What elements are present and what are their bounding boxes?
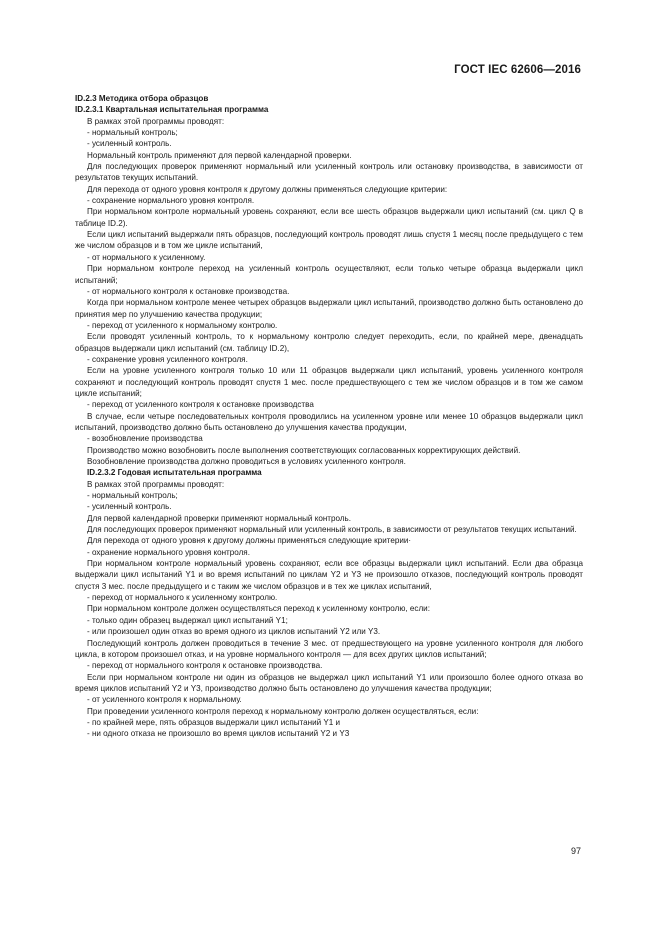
paragraph: Нормальный контроль применяют для первой календарной проверки. xyxy=(87,150,352,160)
paragraph: - от нормального контроля к остановке производства. xyxy=(87,286,290,296)
paragraph: - усиленный контроль. xyxy=(87,139,172,149)
paragraph: При нормальном контроле переход на усиленный контроль осуществляют, если только четыре образца выдержали цикл испытаний; xyxy=(75,264,583,285)
paragraph: В случае, если четыре последовательных контроля проводились на усиленном уровне или менее 10 образцов выдержали цикл испытаний, производство должно быть остановлено до улучшения качества продукции, xyxy=(75,411,583,432)
document-header: ГОСТ IEC 62606—2016 xyxy=(454,64,581,76)
paragraph: При нормальном контроле должен осуществляться переход к усиленному контролю, если: xyxy=(87,604,430,614)
paragraph: - от усиленного контроля к нормальному. xyxy=(87,695,242,705)
paragraph: Для первой календарной проверки применяют нормальный контроль. xyxy=(87,513,352,523)
paragraph: В рамках этой программы проводят: xyxy=(87,116,225,126)
paragraph: - нормальный контроль; xyxy=(87,491,178,501)
paragraph: Если проводят усиленный контроль, то к нормальному контролю следует переходить, если, по крайней мере, двенадцать образцов выдержали цикл испытаний (см. таблицу ID.2), xyxy=(75,332,583,353)
paragraph: Если на уровне усиленного контроля только 10 или 11 образцов выдержали цикл испытаний, уровень усиленного контроля сохраняют и последующий контроль проводят спустя 1 мес. после предшествующего с тем же числом образцов и в том же самом цикле испытаний; xyxy=(75,366,583,398)
paragraph: - переход от усиленного к нормальному контролю. xyxy=(87,320,278,330)
paragraph: Для последующих проверок применяют нормальный или усиленный контроль, в зависимости от результатов текущих испытаний. xyxy=(87,525,577,535)
paragraph: - нормальный контроль; xyxy=(87,128,178,138)
paragraph: - возобновление производства xyxy=(87,434,203,444)
paragraph: Производство можно возобновить после выполнения соответствующих согласованных корректирующих действий. xyxy=(87,445,521,455)
paragraph: Если цикл испытаний выдержали пять образцов, последующий контроль проводят лишь спустя 1 месяц после предыдущего с тем же числом образцов и в том же цикле испытаний, xyxy=(75,230,583,251)
paragraph: - сохранение нормального уровня контроля. xyxy=(87,196,255,206)
paragraph: - переход от нормального контроля к остановке производства. xyxy=(87,661,323,671)
paragraph: - или произошел один отказ во время одного из циклов испытаний Y2 или Y3. xyxy=(87,627,381,637)
paragraph: Если при нормальном контроле ни один из образцов не выдержал цикл испытаний Y1 или произошло более одного отказа во время циклов испытаний Y2 и Y3, производство должно быть остановлено до улучшения качества продукции; xyxy=(75,672,583,693)
paragraph: - от нормального к усиленному. xyxy=(87,252,206,262)
paragraph: - сохранение уровня усиленного контроля. xyxy=(87,354,248,364)
paragraph: В рамках этой программы проводят: xyxy=(87,479,225,489)
section-heading: ID.2.3 Методика отбора образцов xyxy=(75,94,209,103)
paragraph: При нормальном контроле нормальный уровень сохраняют, если все шесть образцов выдержали цикл испытаний (см. цикл Q в таблице ID.2). xyxy=(75,207,583,228)
paragraph: При проведении усиленного контроля переход к нормальному контролю должен осуществляться, если: xyxy=(87,706,479,716)
paragraph: - переход от нормального к усиленному контролю. xyxy=(87,593,278,603)
paragraph: - усиленный контроль. xyxy=(87,502,172,512)
paragraph: - ни одного отказа не произошло во время циклов испытаний Y2 и Y3 xyxy=(87,729,350,739)
document-body xyxy=(75,93,583,740)
paragraph: Для перехода от одного уровня контроля к другому должны применяться следующие критерии: xyxy=(87,184,448,194)
paragraph: - только один образец выдержал цикл испытаний Y1; xyxy=(87,615,288,625)
paragraph: При нормальном контроле нормальный уровень сохраняют, если все образцы выдержали цикл испытаний. Если два образца выдержали цикл испытаний Y1 и во время испытаний по циклам Y2 и Y3 не произошло отказов, последующий контроль проводят спустя 3 мес. после предыдущего и с таким же числом образцов и в тех же циклах испытаний, xyxy=(75,559,583,591)
paragraph: Последующий контроль должен проводиться в течение 3 мес. от предшествующего на уровне усиленного контроля для любого цикла, в котором произошел отказ, и на уровне нормального контроля — для всех других циклов испытаний; xyxy=(75,638,583,659)
paragraph: Возобновление производства должно проводиться в условиях усиленного контроля. xyxy=(87,457,406,466)
section-heading: ID.2.3.1 Квартальная испытательная программа xyxy=(75,105,269,115)
paragraph: - по крайней мере, пять образцов выдержали цикл испытаний Y1 и xyxy=(87,717,341,727)
paragraph: - охранение нормального уровня контроля. xyxy=(87,547,250,557)
paragraph: Для перехода от одного уровня к другому должны применяться следующие критерии· xyxy=(87,536,412,546)
paragraph: Для последующих проверок применяют нормальный или усиленный контроль или остановку производства, в зависимости от результатов текущих испытаний. xyxy=(75,162,583,183)
paragraph: - переход от усиленного контроля к остановке производства xyxy=(87,400,314,410)
section-heading: ID.2.3.2 Годовая испытательная программа xyxy=(87,468,262,478)
page-number: 97 xyxy=(570,846,581,856)
paragraph: Когда при нормальном контроле менее четырех образцов выдержали цикл испытаний, производство должно быть остановлено до принятия мер по улучшению качества продукции; xyxy=(75,298,583,319)
